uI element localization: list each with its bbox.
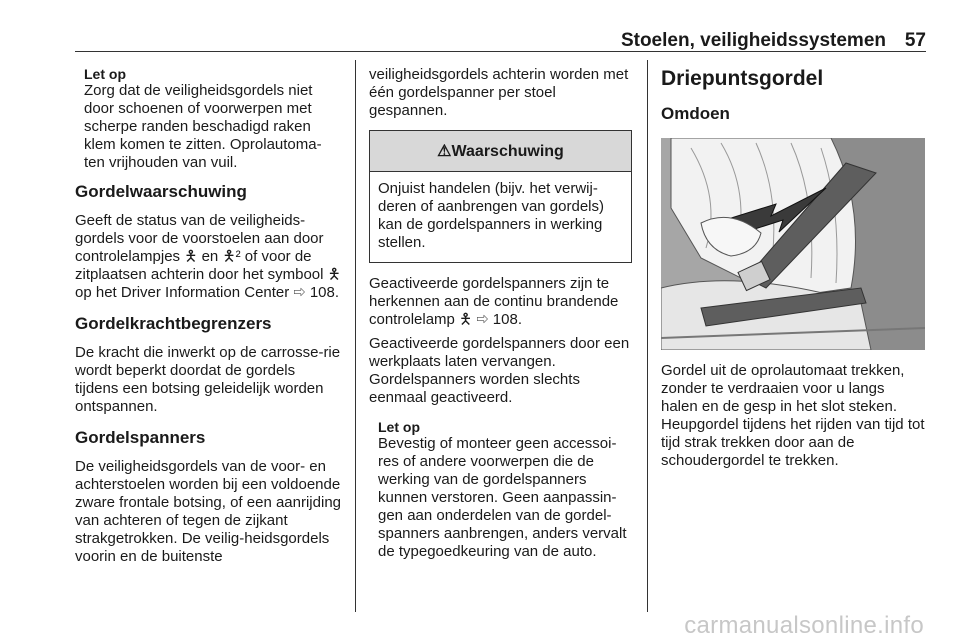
note-label: Let op <box>84 66 126 82</box>
paragraph-force-limiter: De kracht die inwerkt op de carrosse-rie wordt beperkt doordat de gordels tijdens een botsing geleidelijk worden ontspannen. <box>75 344 341 415</box>
paragraph-tensioners-continued: veiligheidsgordels achterin worden met één gordelspanner per stoel gespannen. <box>369 66 629 119</box>
paragraph-tensioners: De veiligheidsgordels van de voor- en achterstoelen worden bij een voldoende zware frontale botsing, of een aanrijding van achteren of tegen de zijkant strakgetrokken. De veilig-heidsgordels voorin en de buitenste <box>75 458 342 565</box>
header-rule <box>75 51 926 52</box>
note-block <box>75 66 341 172</box>
warning-header: ⚠Waarschuwing <box>370 131 631 172</box>
seatbelt-illustration-svg <box>661 138 925 350</box>
note-text: Bevestig of monteer geen accessoi-res of andere voorwerpen die de werking van de gordelspanners kunnen verstoren. Geen aanpassin-gen aan onderdelen van de gordel-spanners aanbrengen, anders vervalt de typegoedkeuring van de auto. <box>378 435 627 560</box>
heading-force-limiter: Gordelkrachtbegrenzers <box>75 314 272 333</box>
seatbelt-illustration <box>661 138 925 350</box>
paragraph-fasten-instructions: Gordel uit de oprolautomaat trekken, zonder te verdraaien voor u langs halen en de gesp in het slot steken. Heupgordel tijdens het rijden van tijd tot tijd strak trekken door aan de schoudergordel te trekken. <box>661 362 925 469</box>
warning-body <box>370 172 631 262</box>
heading-fasten: Omdoen <box>661 104 730 123</box>
warning-text: Onjuist handelen (bijv. het verwij-deren of aanbrengen van gordels) kan de gordelspanners in werking stellen. <box>378 180 604 251</box>
column-divider-2 <box>647 60 648 612</box>
column-2 <box>369 66 632 561</box>
running-header: Stoelen, veiligheidssystemen <box>620 30 886 51</box>
heading-belt-warning: Gordelwaarschuwing <box>75 182 247 201</box>
page-number: 57 <box>904 30 926 51</box>
column-1 <box>75 66 341 566</box>
column-3 <box>661 66 925 470</box>
note-block <box>369 419 632 561</box>
paragraph-belt-warning: Geeft de status van de veiligheids-gordels voor de voorstoelen aan door controlelampjes 🯅 en 🯅² of voor de zitplaatsen achterin door het symbool 🯅 op het Driver Information Center ⇨ 108. <box>75 212 341 301</box>
note-label: Let op <box>378 419 420 435</box>
paragraph-activated: Geactiveerde gordelspanners zijn te herkennen aan de continu brandende controlelamp 🯅 ⇨ 108. <box>369 275 619 328</box>
heading-three-point-belt: Driepuntsgordel <box>661 67 824 90</box>
heading-tensioners: Gordelspanners <box>75 428 206 447</box>
note-text: Zorg dat de veiligheidsgordels niet door schoenen of voorwerpen met scherpe randen beschadigd raken klem komen te zitten. Oprolautoma-ten vrijhouden van vuil. <box>84 82 322 171</box>
paragraph-replace: Geactiveerde gordelspanners door een werkplaats laten vervangen. Gordelspanners worden slechts eenmaal geactiveerd. <box>369 335 630 406</box>
watermark: carmanualsonline.info <box>684 612 924 639</box>
column-divider-1 <box>355 60 356 612</box>
warning-box <box>369 130 632 263</box>
